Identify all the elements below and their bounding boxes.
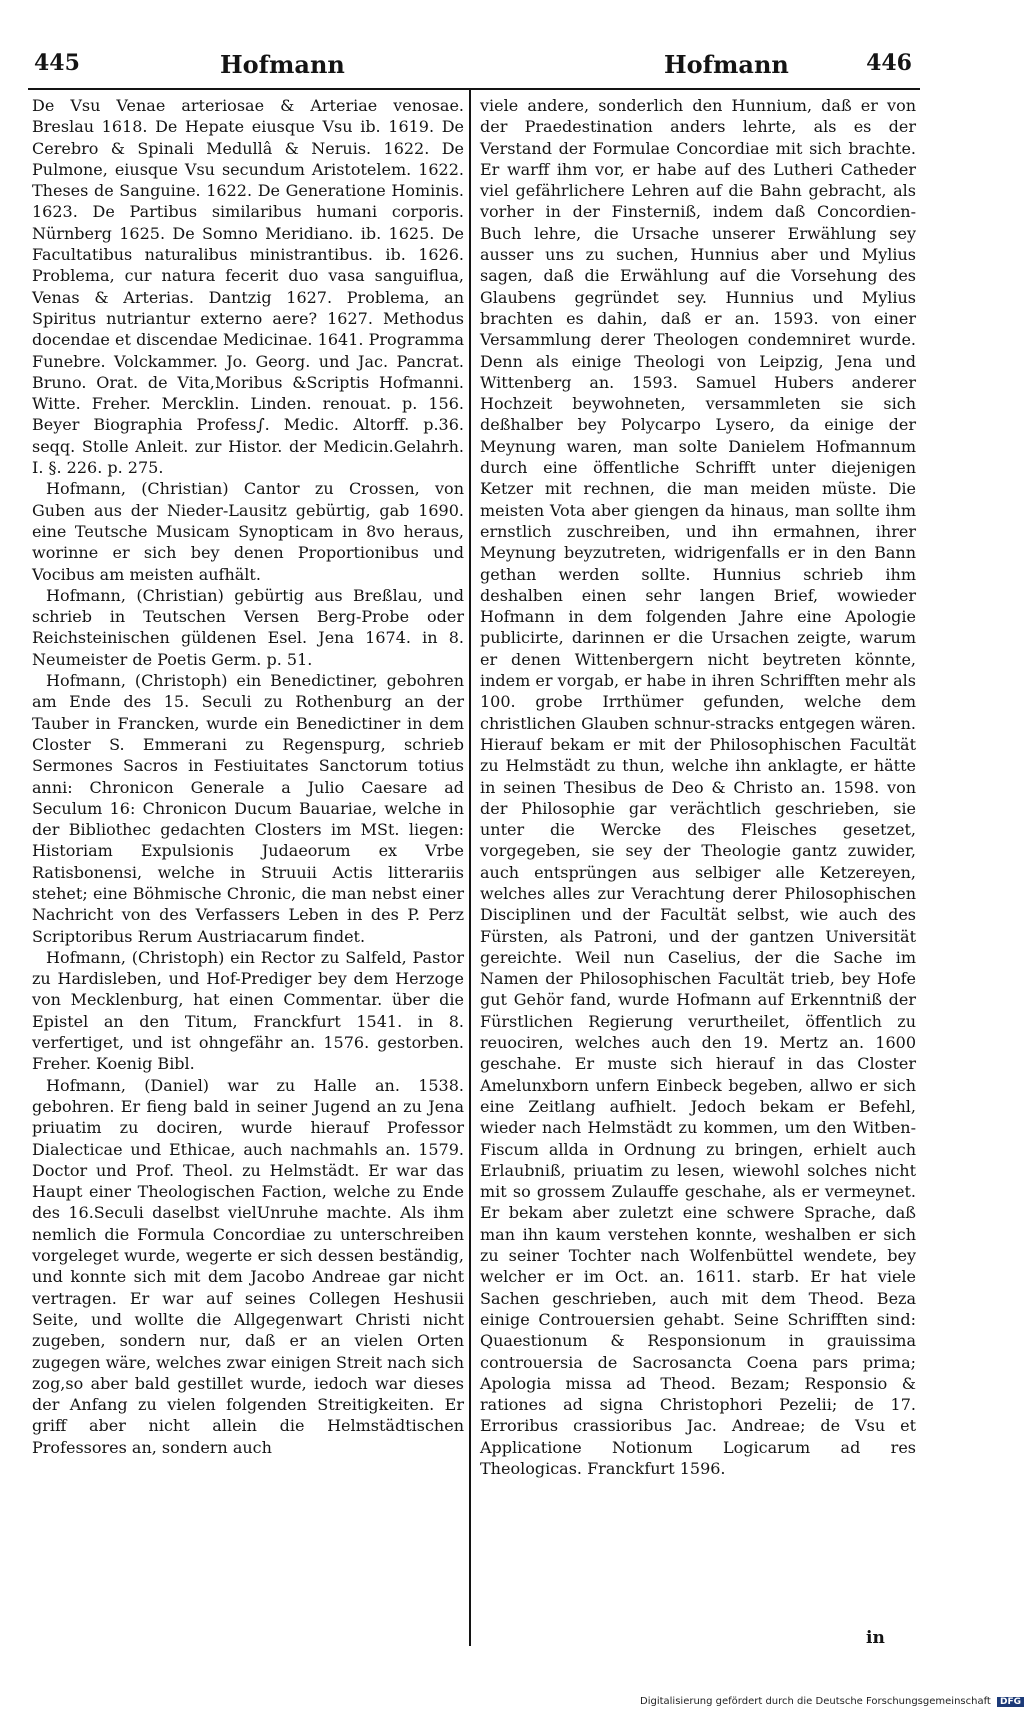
footer-credit: Digitalisierung gefördert durch die Deutsche Forschungsgemeinschaft (640, 1696, 991, 1707)
right-column (480, 95, 916, 1655)
paragraph: De Vsu Venae arteriosae & Arteriae venosae. Breslau 1618. De Hepate eiusque Vsu ib. 1619. De Cerebro & Spinali Medullâ & Neruis. 1622. De Pulmone, eiusque Vsu secundum Aristotelem. 1622. Theses de Sanguine. 1622. De Generatione Hominis. 1623. De Partibus similaribus humani corporis. Nürnberg 1625. De Somno Meridiano. ib. 1625. De Facultatibus naturalibus ministrantibus. ib. 1626. Problema, cur natura fecerit duo vasa sanguiflua, Venas & Arterias. Dantzig 1627. Problema, an Spiritus nutriantur externo aere? 1627. Methodus docendae et discendae Medicinae. 1641. Programma Funebre. Volckammer. Jo. Georg. und Jac. Pancrat. Bruno. Orat. de Vita,Moribus &Scriptis Hofmanni. Witte. Freher. Mercklin. Linden. renouat. p. 156. Beyer Biographia Profess∫. Medic. Altorff. p.36. seqq. Stolle Anleit. zur Histor. der Medicin.Gelahrh. I. §. 226. p. 275. (32, 96, 464, 478)
paragraph: Hofmann, (Christoph) ein Rector zu Salfeld, Pastor zu Hardisleben, und Hof-Prediger bey dem Herzoge von Mecklenburg, hat einen Commentar. über die Epistel an den Titum, Franckfurt 1541. in 8. verfertiget, und ist ohngefähr an. 1576. gestorben. Freher. Koenig Bibl. (32, 947, 464, 1074)
column-divider (469, 90, 471, 1646)
running-head-right: Hofmann (664, 50, 789, 79)
digitization-footer (640, 1696, 1024, 1707)
book-page (28, 48, 920, 1668)
page-number-left: 445 (34, 50, 80, 76)
paragraph: Hofmann, (Christoph) ein Benedictiner, gebohren am Ende des 15. Seculi zu Rothenburg an der Tauber in Francken, wurde ein Benedictiner in dem Closter S. Emmerani zu Regenspurg, schrieb Sermones Sacros in Festiuitates Sanctorum totius anni: Chronicon Generale a Julio Caesare ad Seculum 16: Chronicon Ducum Bauariae, welche in der Bibliothec gedachten Closters im MSt. liegen: Historiam Expulsionis Judaeorum ex Vrbe Ratisbonensi, welche in Struuii Actis litterariis stehet; eine Böhmische Chronic, die man nebst einer Nachricht von des Verfassers Leben in des P. Perz Scriptoribus Rerum Austriacarum findet. (32, 671, 464, 946)
dfg-logo: DFG (997, 1697, 1024, 1707)
paragraph: Hofmann, (Christian) Cantor zu Crossen, von Guben aus der Nieder-Lausitz gebürtig, gab 1690. eine Teutsche Musicam Synopticam in 8vo heraus, worinne er sich bey denen Proportionibus und Vocibus am meisten aufhält. (32, 479, 464, 584)
page-number-right: 446 (866, 50, 912, 76)
left-column (32, 95, 464, 1655)
paragraph: viele andere, sonderlich den Hunnium, daß er von der Praedestination anders lehrte, als es der Verstand der Formulae Concordiae mit sich brachte. Er warff ihm vor, er habe auf des Lutheri Catheder viel gefährlichere Lehren auf die Bahn gebracht, als vorher in der Finsterniß, indem daß Concordien-Buch lehre, die Ursache unserer Erwählung sey ausser uns zu suchen, Hunnius aber und Mylius sagen, daß die Erwählung auf die Vorsehung des Glaubens gegründet sey. Hunnius und Mylius brachten es dahin, daß er an. 1593. von einer Versammlung derer Theologen condemniret wurde. Denn als einige Theologi von Leipzig, Jena und Wittenberg an. 1593. Samuel Hubers anderer Hochzeit beywohneten, versammleten sie sich deßhalber bey Polycarpo Lysero, da einige der Meynung waren, man solte Danielem Hofmannum durch eine öffentliche Schrifft unter diejenigen Ketzer mit rechnen, die man meiden müste. Die meisten Vota aber giengen da hinaus, man sollte ihm ernstlich zuschreiben, und ihn ermahnen, ihrer Meynung beyzutreten, widrigenfalls er in den Bann gethan werden sollte. Hunnius schrieb ihm deshalben einen sehr langen Brief, wowieder Hofmann in dem folgenden Jahre eine Apologie publicirte, darinnen er die Ursachen zeigte, warum er denen Wittenbergern nicht beytreten könnte, indem er vorgab, er habe in ihren Schrifften mehr als 100. grobe Irrthümer gefunden, welche dem christlichen Glauben schnur-stracks entgegen wären. Hierauf bekam er mit der Philosophischen Facultät zu Helmstädt zu thun, welche ihn anklagte, er hätte in seinen Thesibus de Deo & Christo an. 1598. von der Philosophie gar verächtlich geschrieben, sie unter die Wercke des Fleisches gesetzet, vorgegeben, sie sey der Theologie gantz zuwider, auch entsprüngen aus selbiger alle Ketzereyen, welches alles zur Verachtung derer Philosophischen Disciplinen und der Facultät selbst, wie auch des Fürsten, als Patroni, und der gantzen Universität gereichte. Weil nun Caselius, der die Sache im Namen der Philosophischen Facultät trieb, bey Hofe gut Gehör fand, wurde Hofmann auf Erkenntniß der Fürstlichen Regierung verurtheilet, öffentlich zu reuociren, welches auch den 19. Mertz an. 1600 geschahe. Er muste sich hierauf in das Closter Amelunxborn unfern Einbeck begeben, allwo er sich eine Zeitlang aufhielt. Jedoch bekam er Befehl, wieder nach Helmstädt zu kommen, um den Witben-Fiscum allda in Ordnung zu bringen, erhielt auch Erlaubniß, priuatim zu lesen, wiewohl solches nicht mit so grossem Zulauffe geschahe, als er vermeynet. Er bekam aber zuletzt eine schwere Sprache, daß man ihn kaum verstehen konnte, weshalben er sich zu seiner Tochter nach Wolfenbüttel wendete, bey welcher er im Oct. an. 1611. starb. Er hat viele Sachen geschrieben, auch mit dem Theod. Beza einige Controuersien gehabt. Seine Schrifften sind: Quaestionum & Responsionum in grauissima controuersia de Sacrosancta Coena pars prima; Apologia missa ad Theod. Bezam; Responsio & rationes ad signa Christophori Pezelii; de 17. Erroribus crassioribus Jac. Andreae; de Vsu et Applicatione Notionum Logicarum ad res Theologicas. Franckfurt 1596. (480, 96, 916, 1478)
paragraph: Hofmann, (Christian) gebürtig aus Breßlau, und schrieb in Teutschen Versen Berg-Probe oder Reichsteinischen güldenen Esel. Jena 1674. in 8. Neumeister de Poetis Germ. p. 51. (32, 585, 464, 669)
catchword: in (866, 1628, 885, 1648)
running-head-left: Hofmann (220, 50, 345, 79)
paragraph: Hofmann, (Daniel) war zu Halle an. 1538. gebohren. Er fieng bald in seiner Jugend an zu Jena priuatim zu dociren, wurde hierauf Professor Dialecticae und Ethicae, auch nachmahls an. 1579. Doctor und Prof. Theol. zu Helmstädt. Er war das Haupt einer Theologischen Faction, welche zu Ende des 16.Seculi daselbst vielUnruhe machte. Als ihm nemlich die Formula Concordiae zu unterschreiben vorgeleget wurde, wegerte er sich dessen beständig, und konnte sich mit dem Jacobo Andreae gar nicht vertragen. Er war auf seines Collegen Heshusii Seite, und wollte die Allgegenwart Christi nicht zugeben, sondern nur, daß er an vielen Orten zugegen wäre, welches zwar einigen Streit nach sich zog,so aber bald gestillet wurde, iedoch war dieses der Anfang zu vielen folgenden Streitigkeiten. Er griff aber nicht allein die Helmstädtischen Professores an, sondern auch (32, 1075, 464, 1457)
header-rule (28, 88, 920, 90)
page-header (28, 48, 920, 90)
